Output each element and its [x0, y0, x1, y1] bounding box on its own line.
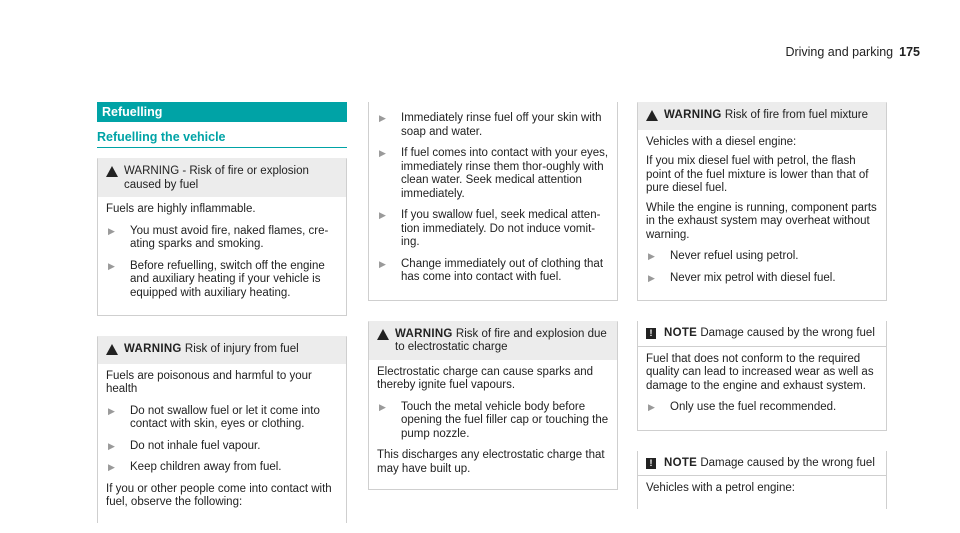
- warning-box-electrostatic: [368, 321, 618, 491]
- list-item: ▶ Immediately rinse fuel off your skin with soap and water.: [379, 112, 602, 138]
- arrow-right-icon: ▶: [379, 258, 386, 269]
- note-box-wrong-fuel: [637, 321, 887, 431]
- arrow-right-icon: ▶: [379, 148, 386, 158]
- section-title: Refuelling: [97, 102, 347, 122]
- arrow-right-icon: ▶: [648, 251, 655, 261]
- exclamation-icon: !: [646, 327, 664, 341]
- column-1: [97, 102, 347, 523]
- warning-title: WARNING Risk of fire and explosion due to electrostatic charge: [369, 322, 617, 360]
- arrow-right-icon: ▶: [648, 402, 655, 412]
- exclamation-icon: !: [646, 457, 664, 471]
- list-item: ▶ Never mix petrol with diesel fuel.: [648, 271, 836, 284]
- warning-triangle-icon: [646, 109, 664, 125]
- warning-triangle-icon: [377, 328, 395, 355]
- arrow-right-icon: ▶: [108, 440, 115, 451]
- warning-continuation-box: [368, 102, 618, 301]
- list-item: ▶ Change immediately out of clothing that has come into contact with fuel.: [379, 257, 604, 283]
- warning-title: WARNING Risk of fire from fuel mixture: [638, 103, 886, 130]
- page-number: 175: [899, 45, 920, 59]
- list-item: ▶ Do not swallow fuel or let it come into contact with skin, eyes or clothing.: [108, 404, 320, 430]
- subheading: Refuelling the vehicle: [97, 130, 347, 148]
- running-header: [760, 45, 920, 59]
- list-item: ▶ Do not inhale fuel vapour.: [108, 439, 261, 452]
- header-section: Driving and parking: [785, 45, 894, 59]
- arrow-right-icon: ▶: [108, 225, 115, 236]
- warning-title: WARNING Risk of injury from fuel: [98, 337, 346, 364]
- list-item: ▶ If fuel comes into contact with your eyes, immediately rinse them thor-oughly with clean water. Seek medical attention immediately.: [379, 147, 609, 200]
- arrow-right-icon: ▶: [379, 210, 386, 220]
- warning-title: [98, 159, 346, 197]
- note-title: ! NOTE Damage caused by the wrong fuel: [638, 451, 886, 476]
- warning-box-injury: [97, 336, 347, 523]
- list-item: ▶ If you swallow fuel, seek medical atten-tion immediately. Do not induce vomit-ing.: [379, 209, 601, 248]
- column-3: [637, 102, 887, 509]
- warning-intro: Electrostatic charge can cause sparks and thereby ignite fuel vapours.: [377, 365, 594, 391]
- column-2: [368, 102, 618, 490]
- warning-outro: This discharges any electrostatic charge that may have built up.: [377, 449, 605, 475]
- warning-box-fuel-mixture: [637, 102, 887, 301]
- paragraph: Vehicles with a petrol engine:: [646, 482, 795, 494]
- arrow-right-icon: ▶: [648, 272, 655, 283]
- note-box-petrol: [637, 451, 887, 509]
- list-item: ▶ You must avoid fire, naked flames, cre-ating sparks and smoking.: [108, 224, 329, 250]
- list-item: ▶ Keep children away from fuel.: [108, 461, 282, 473]
- warning-outro: If you or other people come into contact with fuel, observe the following:: [106, 482, 332, 508]
- warning-intro: Fuels are highly inflammable.: [106, 203, 256, 215]
- list-item: ▶ Never refuel using petrol.: [648, 250, 799, 262]
- arrow-right-icon: ▶: [108, 260, 115, 271]
- paragraph: While the engine is running, component parts in the exhaust system may overheat without warning.: [646, 201, 877, 241]
- paragraph: Fuel that does not conform to the required quality can lead to increased wear as well as damage to the engine and exhaust system.: [646, 352, 874, 392]
- arrow-right-icon: ▶: [379, 113, 386, 123]
- warning-intro: Fuels are poisonous and harmful to your health: [106, 369, 312, 395]
- list-item: ▶ Touch the metal vehicle body before opening the fuel filler cap or touching the pump nozzle.: [379, 400, 609, 440]
- paragraph: If you mix diesel fuel with petrol, the flash point of the fuel mixture is lower than that of pure diesel fuel.: [646, 155, 869, 194]
- warning-triangle-icon: [106, 165, 124, 192]
- arrow-right-icon: ▶: [379, 401, 386, 412]
- warning-box-fuel-fire: [97, 158, 347, 316]
- arrow-right-icon: ▶: [108, 462, 115, 472]
- paragraph: Vehicles with a diesel engine:: [646, 135, 797, 148]
- note-title: ! NOTE Damage caused by the wrong fuel: [638, 321, 886, 346]
- warning-title-text: WARNING - Risk of fire or explosion caused by fuel: [124, 165, 309, 191]
- arrow-right-icon: ▶: [108, 405, 115, 416]
- warning-triangle-icon: [106, 343, 124, 359]
- list-item: ▶ Only use the fuel recommended.: [648, 401, 837, 413]
- list-item: ▶ Before refuelling, switch off the engine and auxiliary heating if your vehicle is equipped with auxiliary heating.: [108, 259, 325, 299]
